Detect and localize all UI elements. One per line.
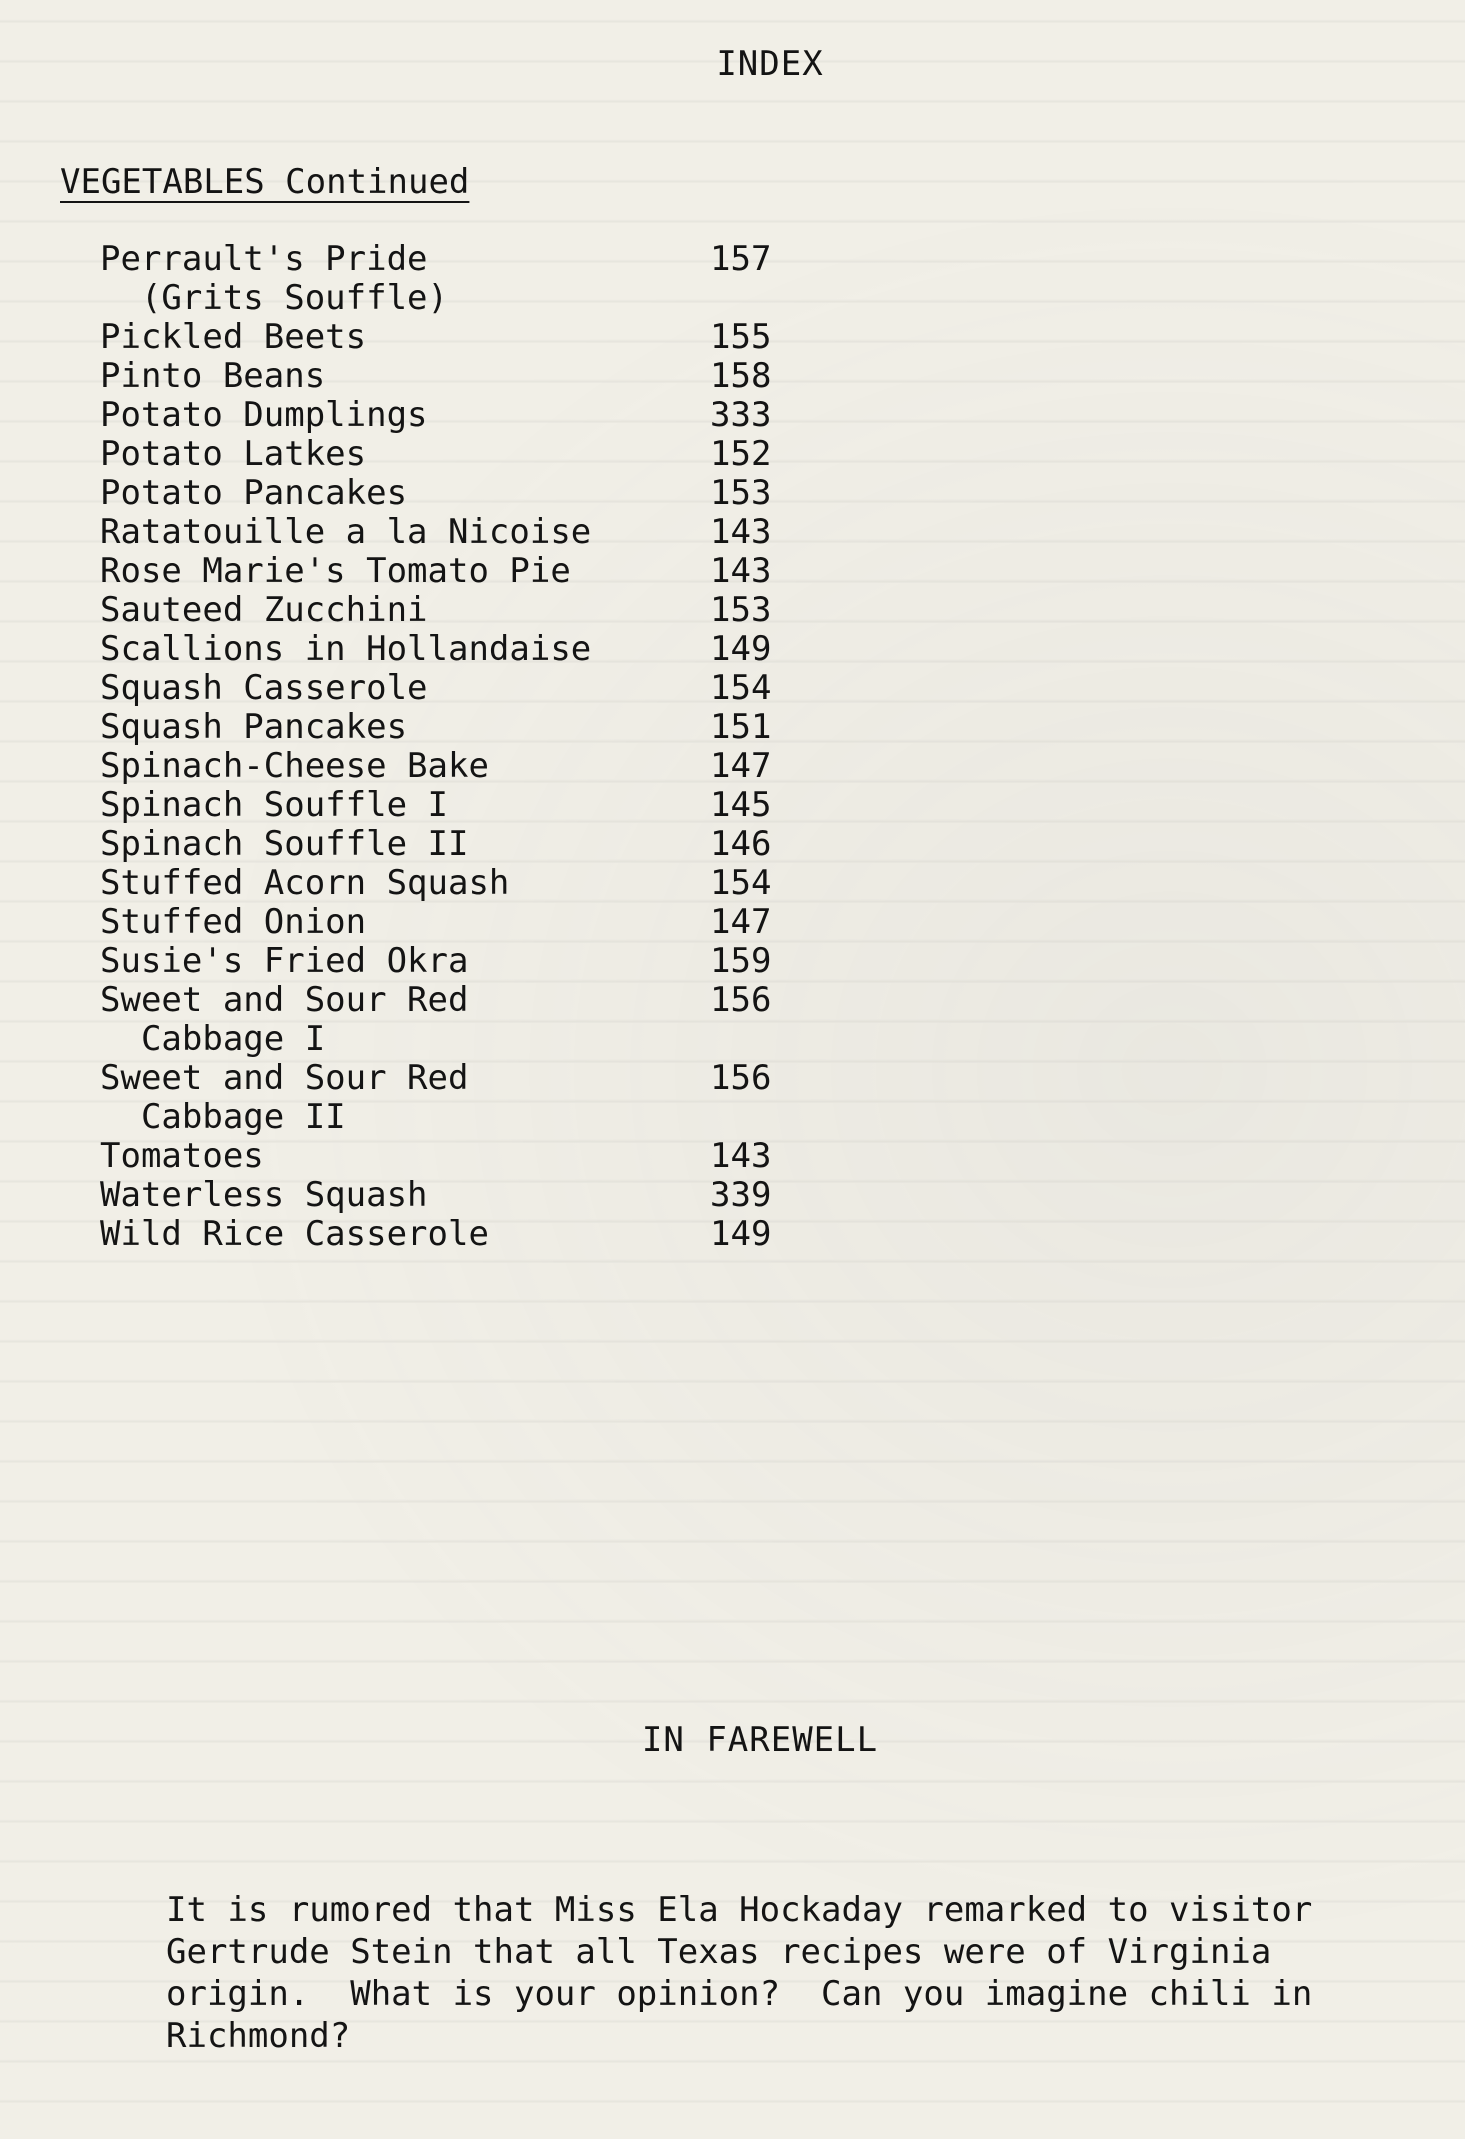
entry-page: 143 (710, 512, 772, 552)
index-entry (100, 864, 800, 903)
index-entry (100, 1059, 800, 1137)
entry-page: 151 (710, 707, 772, 747)
entry-page: 159 (710, 941, 772, 981)
entry-name: Stuffed Onion (100, 902, 367, 942)
entry-name: Spinach Souffle I (100, 785, 448, 825)
index-entry (100, 396, 800, 435)
index-entry-list (100, 240, 800, 1254)
entry-name: Potato Latkes (100, 434, 367, 474)
entry-page: 143 (710, 1136, 772, 1176)
entry-name: Rose Marie's Tomato Pie (100, 551, 571, 591)
entry-page: 333 (710, 395, 772, 435)
entry-page: 146 (710, 824, 772, 864)
entry-name: Potato Dumplings (100, 395, 428, 435)
farewell-paragraph: It is rumored that Miss Ela Hockaday remarked to visitor Gertrude Stein that all Texas recipes were of Virginia origin. What is your opinion? Can you imagine chili in Richmond? (166, 1890, 1313, 2056)
index-entry (100, 318, 800, 357)
entry-name: Scallions in Hollandaise (100, 629, 592, 669)
entry-page: 156 (710, 980, 772, 1020)
entry-page: 152 (710, 434, 772, 474)
entry-page: 153 (710, 473, 772, 513)
entry-page: 156 (710, 1058, 772, 1098)
index-entry (100, 357, 800, 396)
index-entry (100, 747, 800, 786)
entry-name: Ratatouille a la Nicoise (100, 512, 592, 552)
entry-page: 147 (710, 902, 772, 942)
entry-name: Spinach-Cheese Bake (100, 746, 489, 786)
entry-name: Sauteed Zucchini (100, 590, 428, 630)
entry-page: 147 (710, 746, 772, 786)
entry-page: 145 (710, 785, 772, 825)
entry-page: 339 (710, 1175, 772, 1215)
index-entry (100, 942, 800, 981)
entry-page: 153 (710, 590, 772, 630)
entry-name: Stuffed Acorn Squash (100, 863, 510, 903)
index-entry (100, 669, 800, 708)
index-entry (100, 708, 800, 747)
entry-name: Tomatoes (100, 1136, 264, 1176)
entry-page: 154 (710, 668, 772, 708)
index-entry (100, 552, 800, 591)
index-entry (100, 240, 800, 318)
entry-page: 154 (710, 863, 772, 903)
entry-page: 155 (710, 317, 772, 357)
entry-page: 149 (710, 1214, 772, 1254)
index-entry (100, 591, 800, 630)
entry-name: Pickled Beets (100, 317, 367, 357)
index-entry (100, 513, 800, 552)
entry-page: 149 (710, 629, 772, 669)
entry-name: Squash Pancakes (100, 707, 408, 747)
index-entry (100, 1137, 800, 1176)
entry-name: Squash Casserole (100, 668, 428, 708)
entry-name: Spinach Souffle II (100, 824, 469, 864)
index-entry (100, 1215, 800, 1254)
entry-name: Perrault's Pride (Grits Souffle) (100, 239, 448, 318)
index-entry (100, 825, 800, 864)
index-entry (100, 1176, 800, 1215)
index-entry (100, 435, 800, 474)
farewell-heading: IN FAREWELL (641, 1720, 879, 1760)
index-entry (100, 474, 800, 513)
index-entry (100, 903, 800, 942)
entry-name: Wild Rice Casserole (100, 1214, 489, 1254)
entry-page: 157 (710, 239, 772, 279)
index-entry (100, 630, 800, 669)
index-entry (100, 981, 800, 1059)
entry-name: Waterless Squash (100, 1175, 428, 1215)
entry-page: 158 (710, 356, 772, 396)
page-title: INDEX (716, 44, 824, 84)
entry-name: Susie's Fried Okra (100, 941, 469, 981)
index-entry (100, 786, 800, 825)
section-heading-vegetables: VEGETABLES Continued (60, 162, 470, 202)
entry-name: Sweet and Sour Red Cabbage I (100, 980, 469, 1059)
entry-name: Potato Pancakes (100, 473, 408, 513)
entry-name: Pinto Beans (100, 356, 326, 396)
entry-name: Sweet and Sour Red Cabbage II (100, 1058, 469, 1137)
entry-page: 143 (710, 551, 772, 591)
